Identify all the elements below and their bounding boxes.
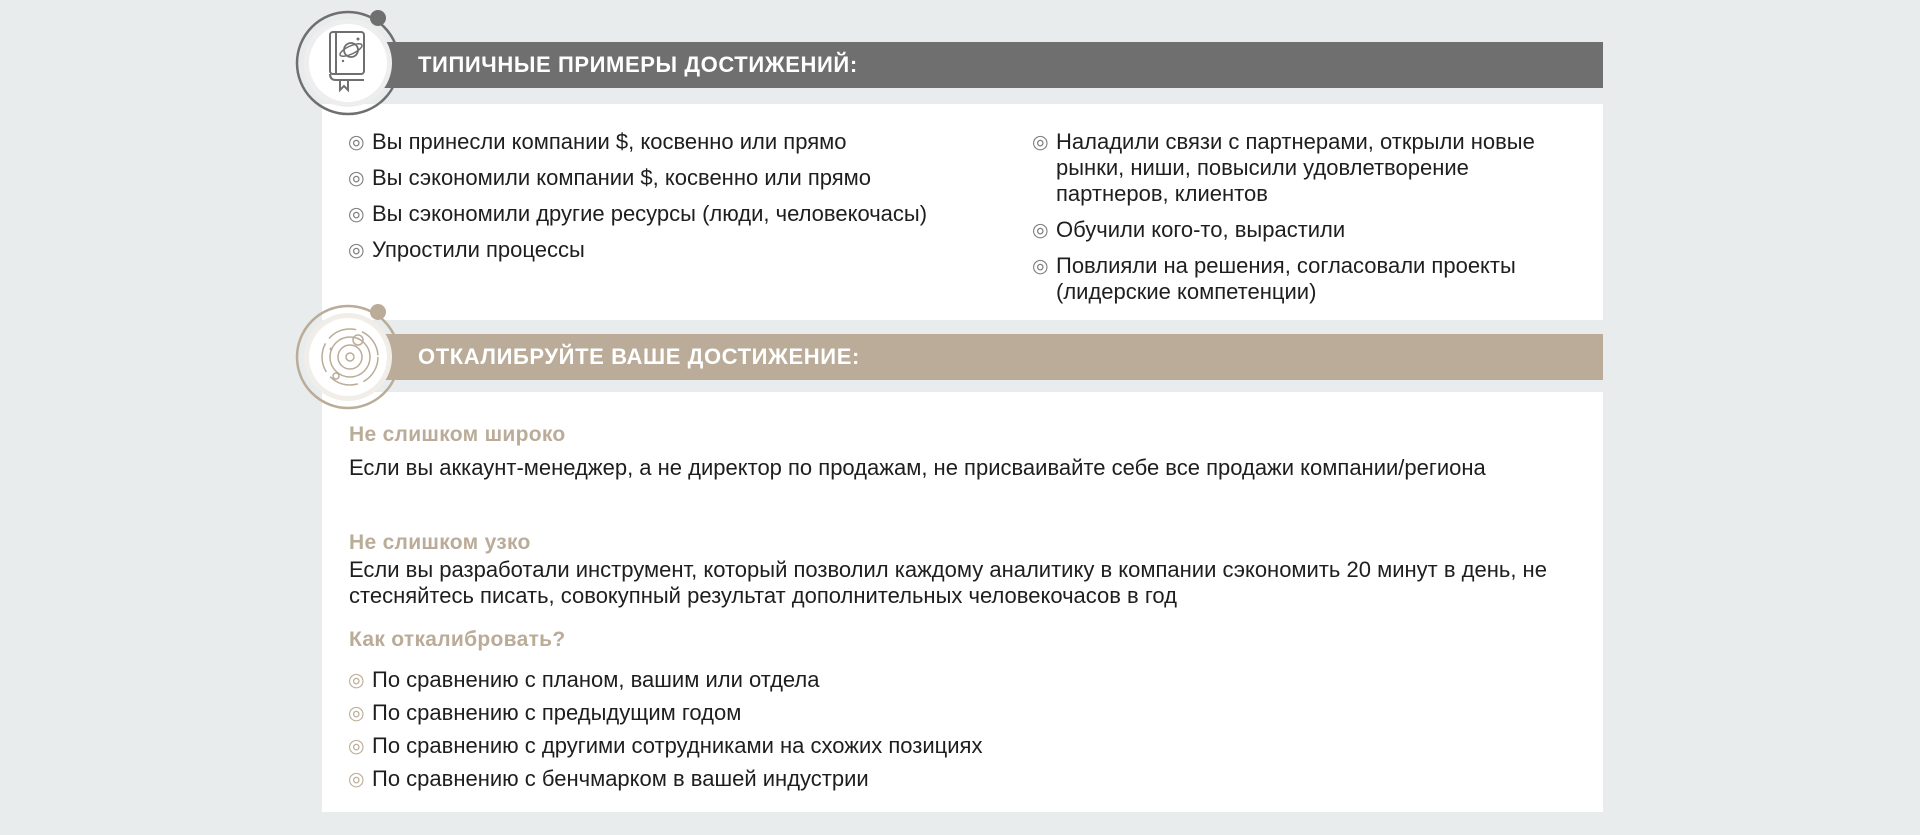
calibration-banner	[380, 334, 1603, 380]
double-circle-bullet-icon: ◎	[1032, 255, 1049, 277]
list-item: ◎ Вы сэкономили другие ресурсы (люди, человекочасы)	[348, 201, 928, 226]
examples-banner	[380, 42, 1603, 88]
double-circle-bullet-icon: ◎	[348, 735, 365, 757]
list-item: ◎ По сравнению с планом, вашим или отдела	[348, 667, 820, 692]
double-circle-bullet-icon: ◎	[1032, 131, 1049, 153]
list-item: ◎ Вы принесли компании $, косвенно или прямо	[348, 129, 847, 154]
too-narrow-text: Если вы разработали инструмент, который позволил каждому аналитику в компании сэкономить 20 минут в день, не стесняйтесь писать, совокупный результат дополнительных человекочасов в год	[349, 557, 1547, 608]
list-item: ◎ Повлияли на решения, согласовали проекты (лидерские компетенции)	[1032, 253, 1516, 304]
target-orbit-icon	[294, 300, 406, 412]
too-wide-heading: Не слишком широко	[349, 423, 566, 446]
list-item: ◎ По сравнению с предыдущим годом	[348, 700, 742, 725]
examples-right-list	[1032, 129, 1572, 315]
calibration-list	[348, 667, 1448, 799]
double-circle-bullet-icon: ◎	[1032, 219, 1049, 241]
too-narrow-heading: Не слишком узко	[349, 531, 531, 554]
double-circle-bullet-icon: ◎	[348, 203, 365, 225]
list-item: ◎ Упростили процессы	[348, 237, 585, 262]
too-wide-text: Если вы аккаунт-менеджер, а не директор по продажам, не присваивайте себе все продажи компании/региона	[349, 455, 1486, 480]
list-item: ◎ Наладили связи с партнерами, открыли новые рынки, ниши, повысили удовлетворение партнеров, клиентов	[1032, 129, 1535, 206]
double-circle-bullet-icon: ◎	[348, 131, 365, 153]
double-circle-bullet-icon: ◎	[348, 167, 365, 189]
book-planet-icon	[294, 6, 406, 118]
how-to-calibrate-heading: Как откалибровать?	[349, 628, 566, 651]
double-circle-bullet-icon: ◎	[348, 702, 365, 724]
double-circle-bullet-icon: ◎	[348, 239, 365, 261]
examples-title: ТИПИЧНЫЕ ПРИМЕРЫ ДОСТИЖЕНИЙ:	[418, 52, 858, 77]
examples-left-list	[348, 129, 1028, 273]
double-circle-bullet-icon: ◎	[348, 768, 365, 790]
double-circle-bullet-icon: ◎	[348, 669, 365, 691]
list-item: ◎ По сравнению с бенчмарком в вашей индустрии	[348, 766, 869, 791]
list-item: ◎ По сравнению с другими сотрудниками на схожих позициях	[348, 733, 983, 758]
calibration-title: ОТКАЛИБРУЙТЕ ВАШЕ ДОСТИЖЕНИЕ:	[418, 344, 860, 369]
list-item: ◎ Обучили кого-то, вырастили	[1032, 217, 1346, 242]
list-item: ◎ Вы сэкономили компании $, косвенно или прямо	[348, 165, 872, 190]
